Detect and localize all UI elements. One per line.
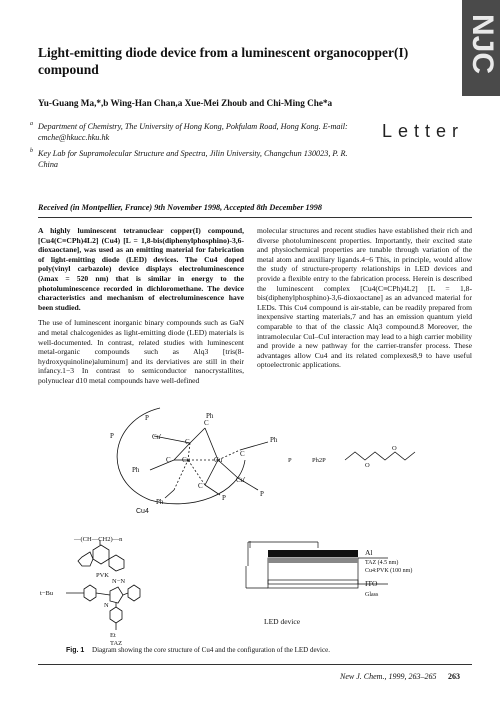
label-ph-right: Ph <box>270 436 278 444</box>
figure-caption-text: Diagram showing the core structure of Cu4 and the configuration of the LED device. <box>92 646 330 654</box>
pvk-carbazole-ring <box>93 545 109 564</box>
label-pvk-formula: —(CH—CH2)—n <box>74 536 123 543</box>
label-ph-top: Ph <box>206 412 214 420</box>
left-column <box>38 226 244 392</box>
body-paragraph-2: molecular structures and recent studies have established their rich and diverse photoluminescent properties. Importantly, their excited state and physiochemical properties are tunable through variation of the metal atom and auxiliary ligands.4−6 This, in principle, would allow the study of structure-property relationships in LED devices and provide a flexible entry to the fabrication process. Herein is described the luminescent complex [Cu4(C≡CPh)4L2] [L = 1,8-bis(diphenylphosphino)-3,6-dioxaoctane] as an advanced material for LEDs. This Cu4 compound is air-stable, can be readily prepared from inexpensive starting materials,7 and has an emission quantum yield comparable to that of the classic Alq3 compound.8 Moreover, the intramolecular CuI–CuI interaction may lead to a high carrier mobility and provide a new pathway for the carrier-transfer process. These advantages allow Cu4 and its related complexes8,9 to have useful optoelectronic applications. <box>257 226 472 370</box>
label-ito: ITO <box>365 579 378 588</box>
label-p-left: P <box>110 432 114 440</box>
footer-page-number: 263 <box>448 672 460 681</box>
compound-label: Cu4 <box>136 508 149 515</box>
article-type-label: Letter <box>382 121 465 141</box>
article-title: Light-emitting diode device from a luminescent organocopper(I) compound <box>38 45 409 77</box>
label-c-top-right: C <box>204 419 209 427</box>
label-p-top: P <box>145 414 149 422</box>
label-cu-prime-top: Cu' <box>152 433 162 441</box>
label-tbu: t−Bu <box>40 590 54 597</box>
footer-divider <box>38 664 472 665</box>
figure-caption <box>66 646 466 654</box>
journal-tab-logo: NJC <box>466 14 499 75</box>
footer-citation: New J. Chem., 1999, 263–265 <box>340 672 437 681</box>
label-c-left: C <box>166 456 171 464</box>
label-al: Al <box>365 548 373 557</box>
led-device-diagram <box>228 540 468 630</box>
affiliation-a-text: Department of Chemistry, The University of Hong Kong, Pokfulam Road, Hong Kong. E-mail: cmche@hkucc.hku.hk <box>38 122 348 142</box>
abstract: A highly luminescent tetranuclear copper(I) compound, [Cu4(C≡CPh)4L2] (Cu4) [L = 1,8-bis(diphenylphosphino)-3,6-dioxaoctane], was used as an emitting material for fabrication of light-emitting diode (LED) devices. The Cu4 doped poly(vinyl carbazole) device displays electroluminescence (λmax = 520 nm) that is similar in energy to the photoluminescence recorded in dichloromethane. The device characteristics and mechanism of electroluminescence have been studied. <box>38 226 244 312</box>
al-layer <box>268 550 358 557</box>
label-c-bottom: C <box>198 482 203 490</box>
label-ligand-ph2p: Ph2P <box>312 457 326 464</box>
label-ph-bottom: Ph <box>156 498 164 506</box>
label-led-device: LED device <box>264 617 301 626</box>
label-ligand-o1: O <box>365 462 370 469</box>
label-taz: TAZ <box>110 640 123 645</box>
received-dates: Received (in Montpellier, France) 9th November 1998, Accepted 8th December 1998 <box>38 203 322 212</box>
label-glass: Glass <box>365 592 379 598</box>
affiliation-b-text: Key Lab for Supramolecular Structure and Spectra, Jilin University, Changchun 130023, P. R. China <box>38 149 348 169</box>
label-c-right: C <box>240 450 245 458</box>
label-ligand-p: P <box>288 457 292 464</box>
label-pvk: PVK <box>96 572 110 579</box>
label-taz-nn: N−N <box>112 578 126 585</box>
figure-caption-label: Fig. 1 <box>66 647 85 654</box>
label-et: Et <box>110 632 116 639</box>
body-paragraph-1: The use of luminescent inorganic binary compounds such as GaN and metal chalcogenides as light-emitting diode (LED) materials is well-documented. In contrast, related studies with luminescent metal-organic compounds such as Alq3 [tris(8-hydroxyquinoline)aluminum] and its derviatives are still in their infancy.1−3 In contrast to semiconductor nanocrystallites, polynuclear d10 metal compounds have well-defined <box>38 318 244 385</box>
affiliation-a-mark: a <box>30 121 33 127</box>
taz-layer <box>268 558 358 563</box>
taz-triazole-ring <box>110 587 123 603</box>
affiliation-b-mark: b <box>30 148 33 154</box>
label-ligand-o2: O <box>392 445 397 452</box>
cu4-structure-diagram <box>90 400 460 510</box>
label-taz-n: N <box>104 602 109 609</box>
label-cu-left: Cu <box>182 456 191 464</box>
label-taz-layer: TAZ (4.5 nm) <box>365 560 399 566</box>
affiliation-a <box>30 121 368 143</box>
pvk-taz-structures <box>38 535 198 645</box>
label-p-bottom: P <box>260 490 264 498</box>
header-divider <box>38 217 472 218</box>
label-p-bottom-left: P <box>222 494 226 502</box>
label-cu-prime-bottom: Cu' <box>236 476 246 484</box>
label-cu-right: Cu <box>214 456 223 464</box>
affiliation-b <box>30 148 368 170</box>
label-ph-left: Ph <box>132 466 140 474</box>
right-column <box>257 226 472 376</box>
label-pvk-layer: Cu4:PVK (100 nm) <box>365 568 413 574</box>
author-list: Yu-Guang Ma,*,b Wing-Han Chan,a Xue-Mei Zhoub and Chi-Ming Che*a <box>38 98 333 108</box>
label-c-top: C <box>185 438 190 446</box>
